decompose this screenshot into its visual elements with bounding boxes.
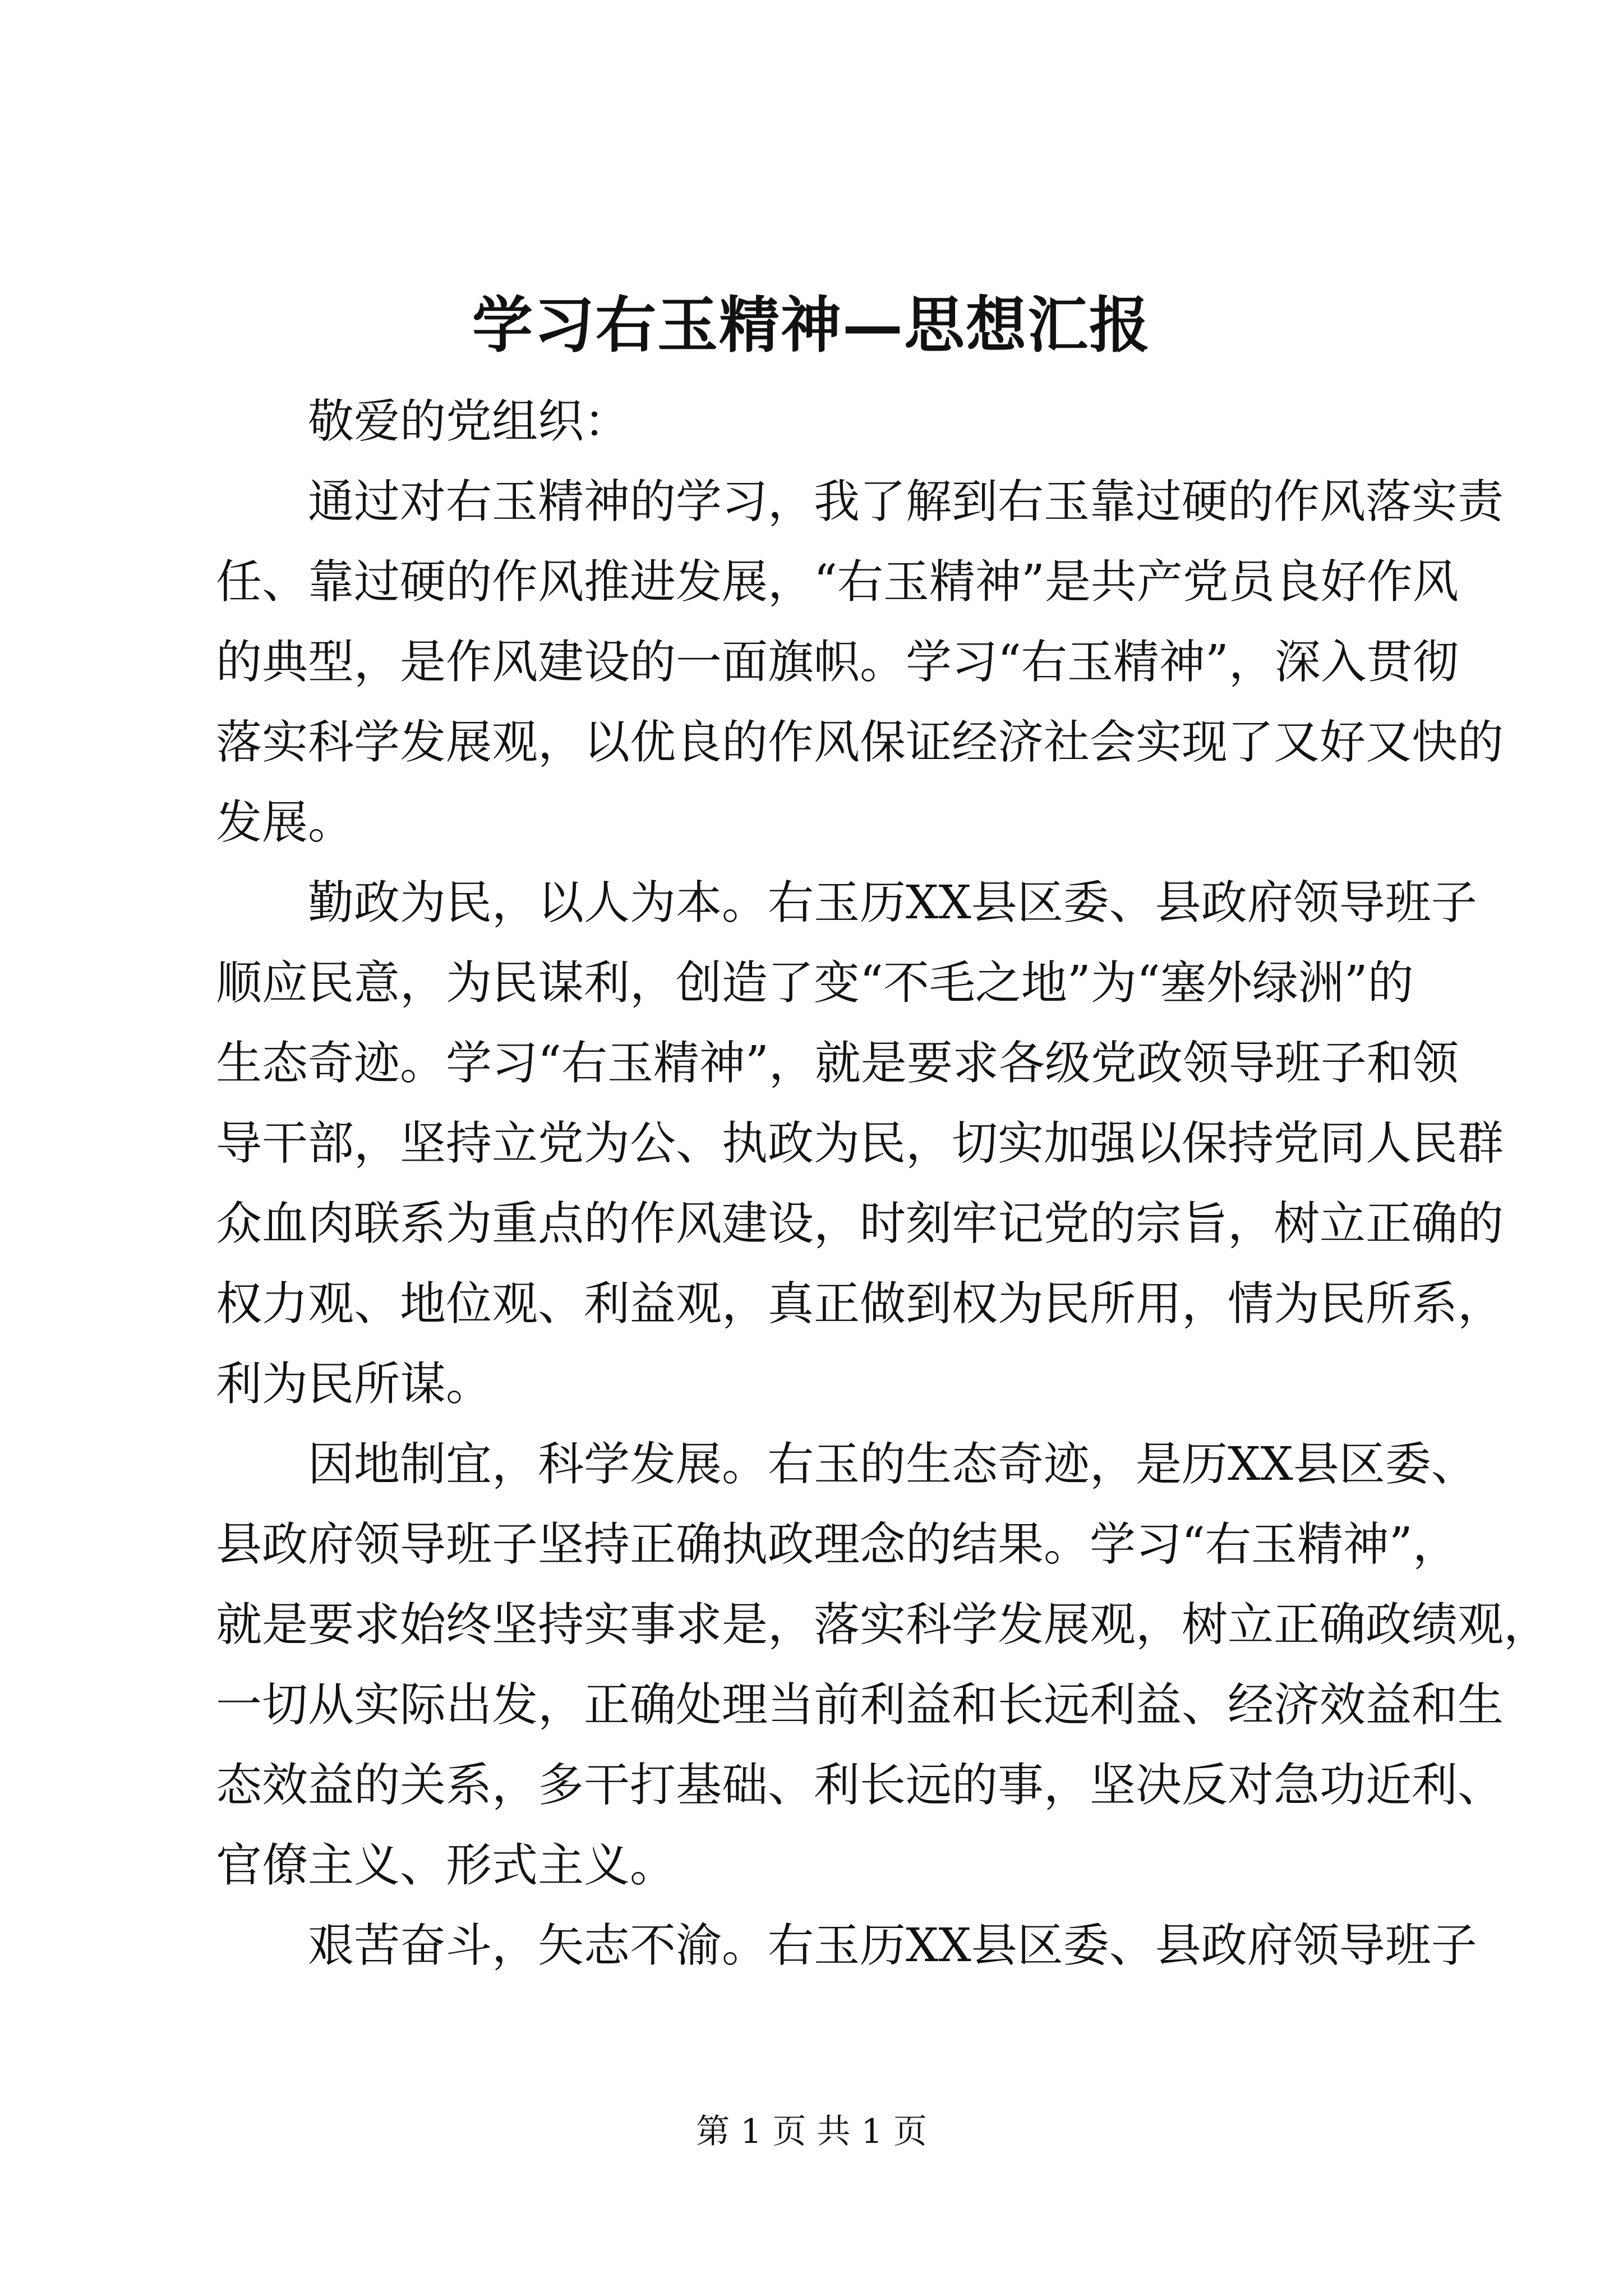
paragraph-line: 任、靠过硬的作风推进发展，“右玉精神”是共产党员良好作风 bbox=[216, 555, 1459, 609]
paragraph-line: 官僚主义、形式主义。 bbox=[216, 1839, 676, 1892]
paragraph-line: 就是要求始终坚持实事求是，落实科学发展观，树立正确政绩观， bbox=[216, 1598, 1550, 1651]
page-footer: 第 1 页 共 1 页 bbox=[696, 2112, 927, 2151]
paragraph-line: 的典型，是作风建设的一面旗帜。学习“右玉精神”，深入贯彻 bbox=[216, 636, 1459, 689]
paragraph-line: 权力观、地位观、利益观，真正做到权为民所用，情为民所系， bbox=[216, 1277, 1504, 1331]
paragraph-line: 落实科学发展观，以优良的作风保证经济社会实现了又好又快的 bbox=[216, 716, 1504, 769]
paragraph-line: 众血肉联系为重点的作风建设，时刻牢记党的宗旨，树立正确的 bbox=[216, 1197, 1504, 1250]
paragraph-line: 导干部，坚持立党为公、执政为民，切实加强以保持党同人民群 bbox=[216, 1117, 1504, 1170]
paragraph-line: 态效益的关系，多干打基础、利长远的事，坚决反对急功近利、 bbox=[216, 1759, 1504, 1812]
paragraph-line: 县政府领导班子坚持正确执政理念的结果。学习“右玉精神”， bbox=[216, 1518, 1459, 1571]
paragraph-line: 通过对右玉精神的学习，我了解到右玉靠过硬的作风落实责 bbox=[308, 475, 1504, 528]
paragraph-line: 因地制宜，科学发展。右玉的生态奇迹，是历XX县区委、 bbox=[308, 1438, 1477, 1491]
paragraph-line: 一切从实际出发，正确处理当前利益和长远利益、经济效益和生 bbox=[216, 1678, 1504, 1732]
paragraph-line: 发展。 bbox=[216, 796, 354, 849]
paragraph-line: 利为民所谋。 bbox=[216, 1358, 492, 1411]
paragraph-line: 艰苦奋斗，矢志不渝。右玉历XX县区委、县政府领导班子 bbox=[308, 1919, 1477, 1972]
document-title: 学习右玉精神—思想汇报 bbox=[472, 290, 1151, 361]
paragraph-line: 生态奇迹。学习“右玉精神”，就是要求各级党政领导班子和领 bbox=[216, 1037, 1459, 1090]
salutation: 敬爱的党组织： bbox=[308, 395, 630, 448]
paragraph-line: 顺应民意，为民谋利，创造了变“不毛之地”为“塞外绿洲”的 bbox=[216, 956, 1414, 1010]
document-body bbox=[216, 381, 1550, 1986]
paragraph-line: 勤政为民，以人为本。右玉历XX县区委、县政府领导班子 bbox=[308, 876, 1477, 930]
